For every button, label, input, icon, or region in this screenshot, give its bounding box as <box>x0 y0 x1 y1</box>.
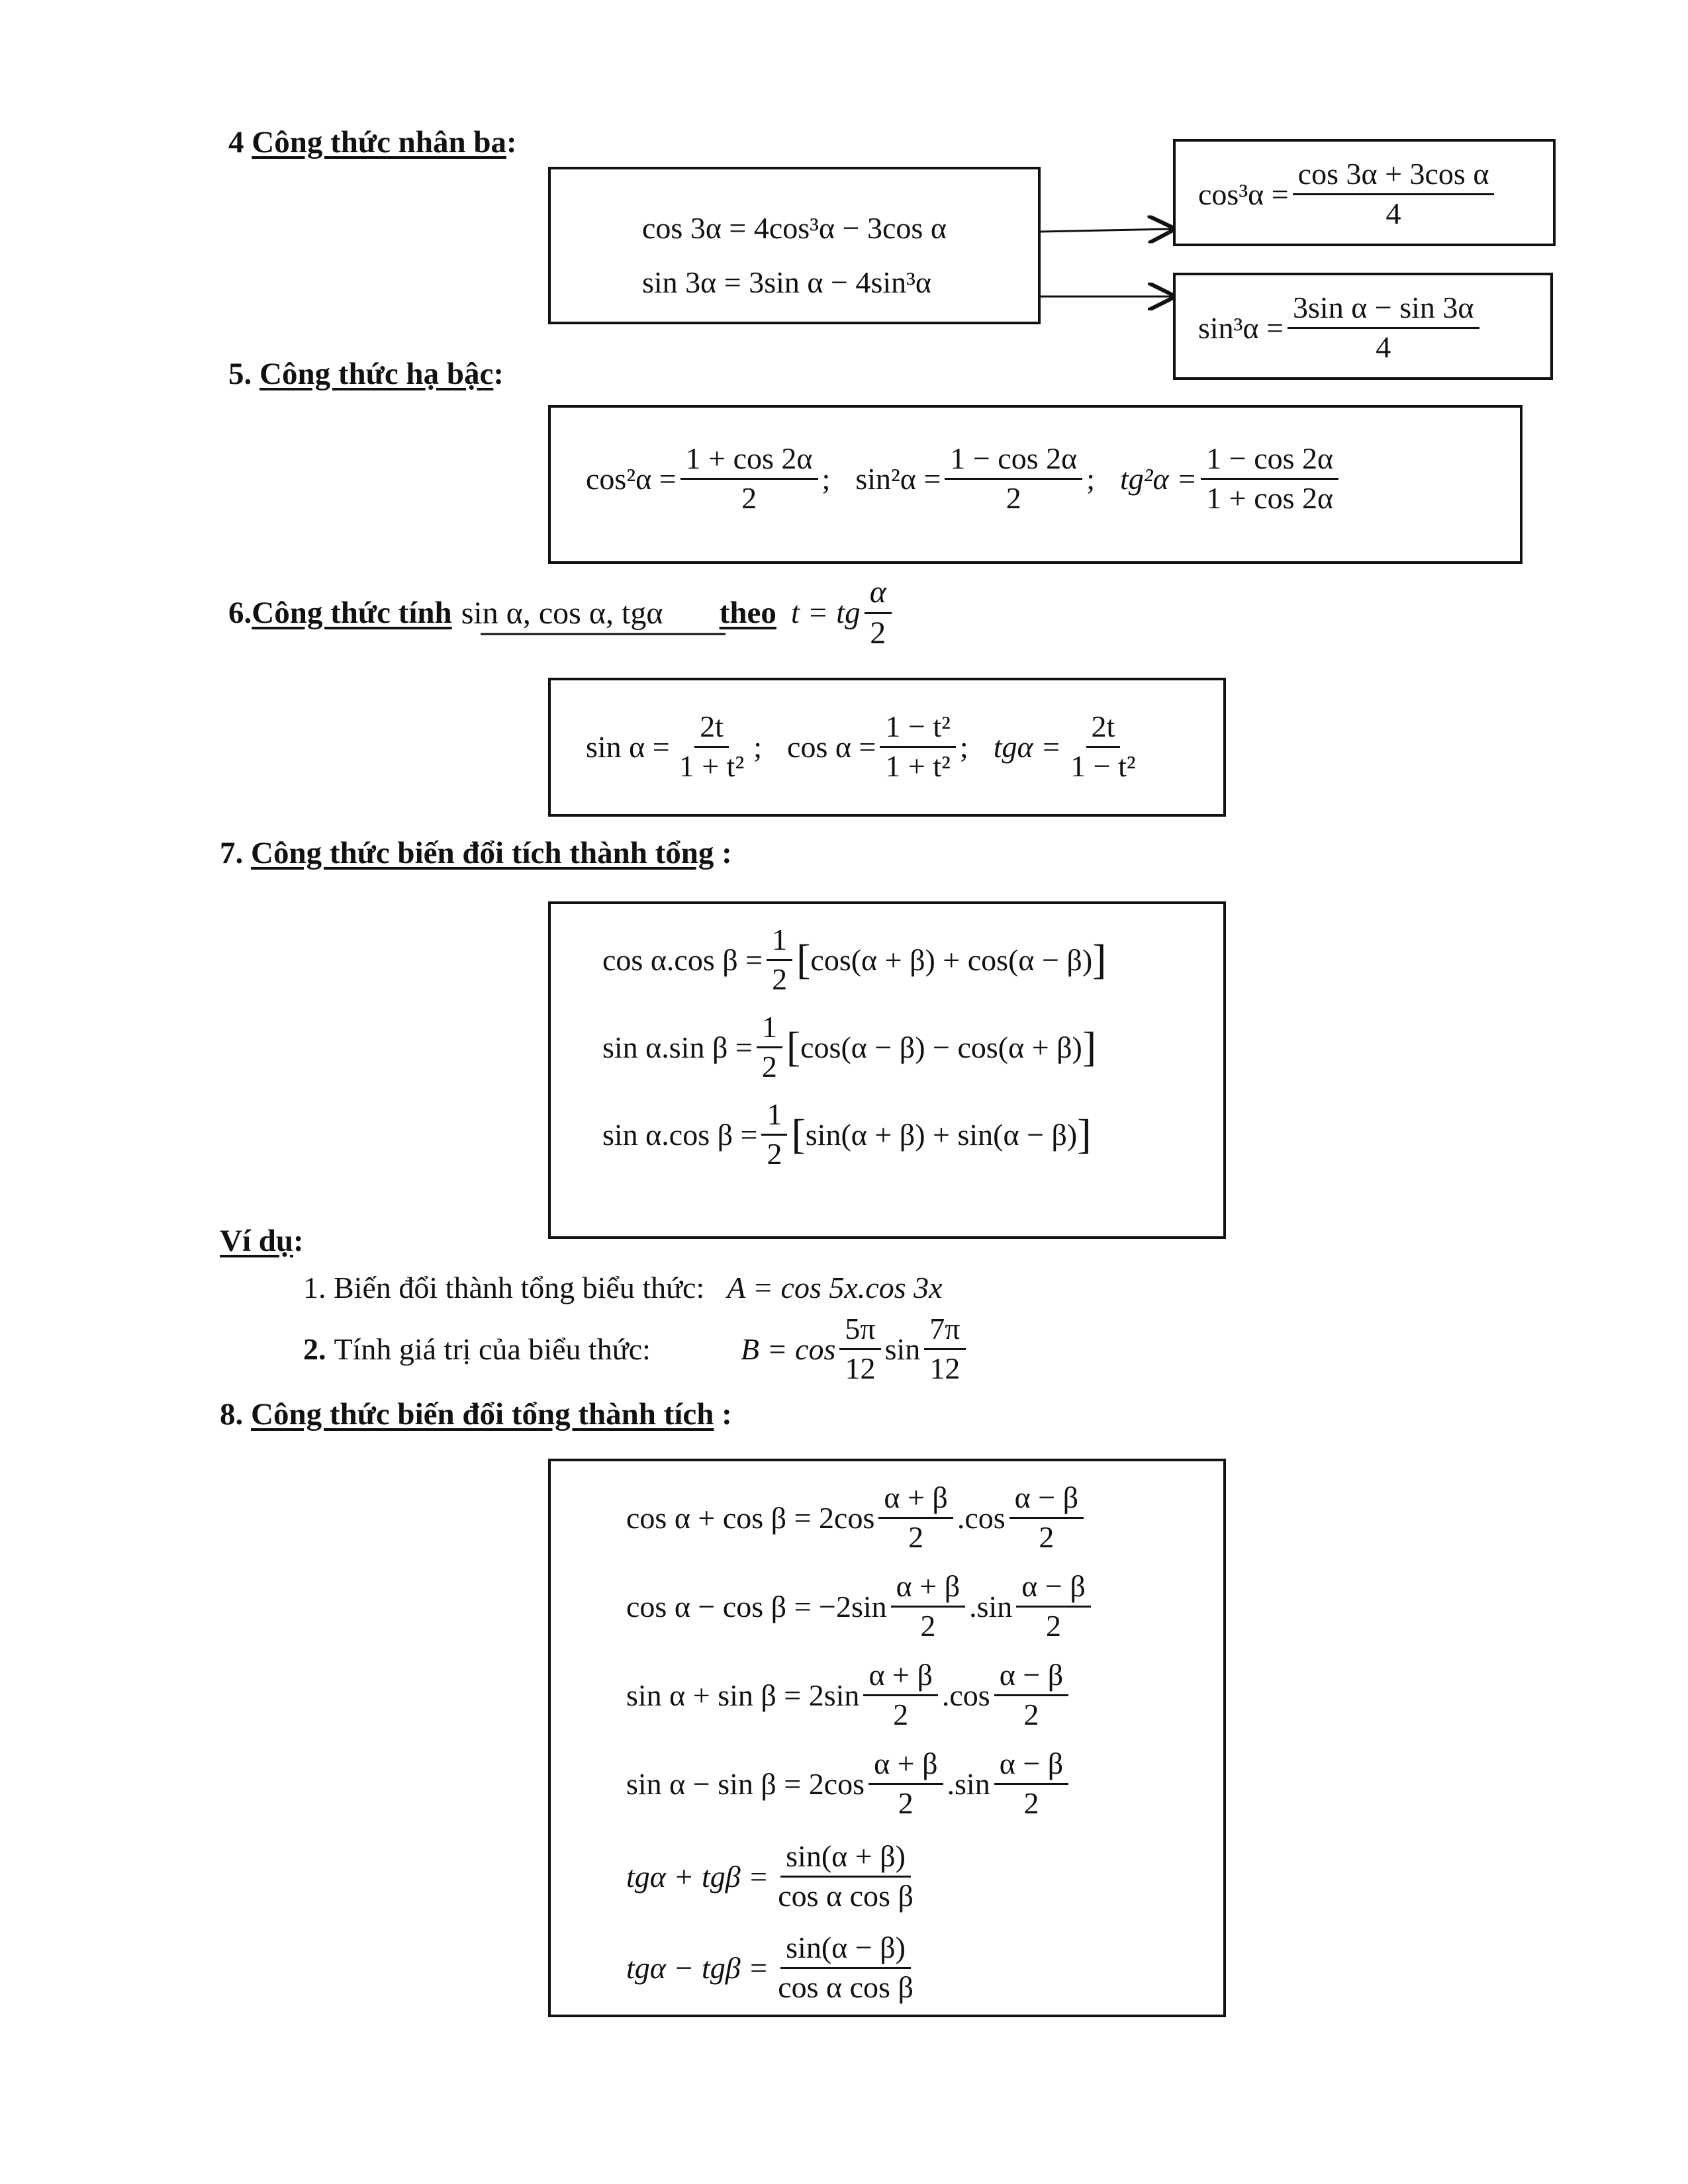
s2p-fraction-2 <box>1009 1482 1084 1553</box>
cos-t-denominator: 1 + t² <box>885 749 951 783</box>
s2p-mid: .sin <box>969 1589 1013 1623</box>
section-4-title: Công thức nhân ba <box>252 125 506 159</box>
arrow-to-cube-cos <box>1041 229 1172 232</box>
section-8-title: Công thức biến đổi tổng thành tích <box>251 1397 714 1432</box>
s2p-fraction-1 <box>868 1748 943 1819</box>
tg-t-numerator: 2t <box>1086 711 1121 747</box>
sum-to-product-row <box>626 1565 1095 1648</box>
product-to-sum-row: cos α.cos β = $\frac{1}{2}$ [ cos(α + β) + cos(α − β) ] <box>602 923 1107 996</box>
example-heading <box>220 1223 304 1259</box>
p2s-half <box>757 1011 782 1083</box>
example-1-label: 1. Biến đổi thành tổng biểu thức: <box>303 1270 705 1304</box>
section-8-heading <box>220 1396 732 1432</box>
example-2-fraction-2 <box>924 1313 965 1385</box>
section-8-number: 8. <box>220 1397 244 1432</box>
example-2-label: Tính giá trị của biểu thức: <box>334 1332 651 1366</box>
sin-t-denominator: 1 + t² <box>679 749 745 783</box>
example-1-expression: A = cos 5x.cos 3x <box>727 1270 943 1304</box>
example-2 <box>303 1309 970 1388</box>
tg-diff-lhs: tgα − tgβ = <box>626 1950 769 1985</box>
s2p-lhs: cos α − cos β = −2sin <box>626 1589 887 1623</box>
p2s-half-numerator: 1 <box>767 924 792 960</box>
s2p-fraction-2-denominator: 2 <box>1039 1520 1055 1554</box>
example-2-fraction-1 <box>839 1313 880 1385</box>
sin-t-lhs: sin α = <box>586 729 670 764</box>
s2p-mid: .cos <box>941 1678 990 1712</box>
s2p-fraction-2-numerator: α − β <box>1016 1570 1090 1607</box>
triple-cos-formula: cos 3α = 4cos³α − 3cos α <box>642 211 947 245</box>
s2p-fraction-1-denominator: 2 <box>908 1520 924 1554</box>
s2p-fraction-2-numerator: α − β <box>994 1659 1068 1696</box>
p2s-half-denominator: 2 <box>772 962 788 996</box>
p2s-half-denominator: 2 <box>761 1049 777 1083</box>
section-6-number: 6. <box>228 596 252 630</box>
p2s-lhs: sin α.sin β = <box>602 1030 753 1064</box>
s2p-fraction-1-denominator: 2 <box>893 1697 909 1731</box>
cube-sin-lhs: sin³α = <box>1198 310 1284 345</box>
sin2-lhs: sin²α = <box>855 461 941 496</box>
section-6-t-denominator: 2 <box>870 615 886 651</box>
cos-t-lhs: cos α = <box>787 729 876 764</box>
tg-sum-formula <box>626 1833 923 1919</box>
tg2-fraction <box>1201 443 1338 514</box>
example-2-mid: sin <box>884 1332 921 1366</box>
section-5-colon: : <box>493 357 504 391</box>
s2p-lhs: cos α + cos β = 2cos <box>626 1500 875 1535</box>
sin2-fraction <box>945 443 1082 514</box>
example-title: Ví dụ <box>220 1224 294 1258</box>
example-1 <box>303 1267 943 1307</box>
p2s-body: cos(α − β) − cos(α + β) <box>800 1030 1082 1064</box>
p2s-body: sin(α + β) + sin(α − β) <box>805 1117 1078 1152</box>
example-2-fraction-1-denominator: 12 <box>845 1351 876 1385</box>
product-to-sum-row: sin α.cos β = $\frac{1}{2}$ [ sin(α + β) + sin(α − β) ] <box>602 1097 1092 1171</box>
s2p-fraction-1 <box>878 1482 953 1553</box>
sin-t-fraction <box>674 711 750 782</box>
cube-cos-denominator: 4 <box>1385 196 1401 230</box>
s2p-fraction-2 <box>994 1659 1068 1731</box>
s2p-fraction-2-numerator: α − β <box>994 1748 1068 1784</box>
section-6-theo: theo <box>719 596 776 630</box>
section-6-expression: sin α, cos α, tgα <box>461 595 663 631</box>
s2p-fraction-2 <box>1016 1570 1090 1642</box>
s2p-fraction-2-numerator: α − β <box>1009 1482 1084 1518</box>
p2s-lhs: cos α.cos β = <box>602 942 763 977</box>
tg-sum-lhs: tgα + tgβ = <box>626 1859 769 1893</box>
s2p-mid: .sin <box>947 1766 990 1801</box>
cos2-numerator: 1 + cos 2α <box>680 443 818 479</box>
s2p-lhs: sin α + sin β = 2sin <box>626 1678 860 1712</box>
p2s-body: cos(α + β) + cos(α − β) <box>810 942 1093 977</box>
section-7-heading <box>220 835 732 871</box>
sum-to-product-row <box>626 1742 1072 1825</box>
s2p-fraction-1-numerator: α + β <box>878 1482 953 1518</box>
sum-to-product-row <box>626 1476 1088 1559</box>
section-4-number: 4 <box>228 125 244 159</box>
tg-t-fraction <box>1065 711 1141 782</box>
p2s-half <box>761 1099 787 1170</box>
cube-sin-numerator: 3sin α − sin 3α <box>1288 292 1479 328</box>
tg2-denominator: 1 + cos 2α <box>1206 480 1334 515</box>
sum-to-product-row <box>626 1653 1072 1737</box>
section-4-colon: : <box>506 125 517 159</box>
section-7-number: 7. <box>220 836 244 870</box>
example-2-fraction-2-numerator: 7π <box>924 1313 965 1349</box>
cos-t-fraction <box>880 711 956 782</box>
tg-sum-numerator: sin(α + β) <box>780 1841 911 1877</box>
example-colon: : <box>293 1224 304 1258</box>
cos-t-numerator: 1 − t² <box>880 711 956 747</box>
s2p-fraction-1-numerator: α + β <box>891 1570 965 1607</box>
tg-diff-numerator: sin(α − β) <box>780 1932 911 1968</box>
section-6-t-fraction <box>865 576 892 650</box>
section-7-title: Công thức biến đổi tích thành tổng <box>251 836 714 870</box>
example-2-lhs: B = cos <box>740 1332 836 1366</box>
s2p-fraction-1 <box>891 1570 965 1642</box>
tg-diff-fraction <box>773 1932 919 2003</box>
sin-t-numerator: 2t <box>694 711 729 747</box>
s2p-fraction-2-denominator: 2 <box>1046 1608 1062 1643</box>
s2p-fraction-1-denominator: 2 <box>898 1786 914 1820</box>
p2s-half-numerator: 1 <box>757 1011 782 1048</box>
tg-sum-denominator: cos α cos β <box>778 1878 914 1913</box>
s2p-fraction-2-denominator: 2 <box>1023 1697 1039 1731</box>
tg-sum-fraction <box>773 1841 919 1912</box>
section-7-colon: : <box>722 836 732 870</box>
tg-t-lhs: tgα = <box>993 729 1062 764</box>
example-2-fraction-2-denominator: 12 <box>929 1351 961 1385</box>
section-5-title: Công thức hạ bậc <box>259 357 494 391</box>
s2p-fraction-2-denominator: 2 <box>1023 1786 1039 1820</box>
section-5-heading <box>228 356 504 392</box>
s2p-fraction-2 <box>994 1748 1068 1819</box>
tg2-lhs: tg²α = <box>1119 461 1197 496</box>
section-5-number: 5. <box>228 357 252 391</box>
section-6-title: Công thức tính <box>252 596 452 630</box>
p2s-half-denominator: 2 <box>767 1136 782 1171</box>
s2p-lhs: sin α − sin β = 2cos <box>626 1766 865 1801</box>
s2p-fraction-1-denominator: 2 <box>920 1608 936 1643</box>
example-2-number: 2. <box>303 1332 326 1366</box>
p2s-lhs: sin α.cos β = <box>602 1117 758 1152</box>
cube-cos-lhs: cos³α = <box>1198 177 1289 211</box>
cube-sin-denominator: 4 <box>1376 330 1391 364</box>
tg-diff-formula <box>626 1925 923 2011</box>
p2s-half <box>767 924 792 995</box>
example-2-fraction-1-numerator: 5π <box>839 1313 880 1349</box>
section-8-colon: : <box>722 1397 732 1432</box>
cos2-fraction <box>680 443 818 514</box>
half-angle-formulas: sin α = $\frac{2t}{\text{1 + t²}}$ ; cos α = $\frac{\text{1 − t²}}{\text{1 + t²}}$ ; tgα = $\frac{2t}{\text{1 − t²}}$ <box>586 700 1145 793</box>
section-6-t-numerator: α <box>865 576 892 614</box>
product-to-sum-row: sin α.sin β = $\frac{1}{2}$ [ cos(α − β) − cos(α + β) ] <box>602 1010 1097 1083</box>
power-reduction-formulas: cos²α = $\frac{1 + \cos 2\alpha}{2}$ ; sin²α = $\frac{1 - \cos 2\alpha}{2}$ ; tg²α = $\frac{1 - \cos 2\alpha}{1 + \cos 2\alpha}$ <box>586 435 1342 522</box>
s2p-fraction-1 <box>863 1659 937 1731</box>
sin2-denominator: 2 <box>1006 480 1021 515</box>
section-6-t-lhs: t = tg <box>790 596 861 630</box>
section-6-heading <box>228 573 896 653</box>
triple-sin-formula: sin 3α = 3sin α − 4sin³α <box>642 265 932 299</box>
s2p-mid: .cos <box>957 1500 1006 1535</box>
tg-t-denominator: 1 − t² <box>1070 749 1136 783</box>
sin2-numerator: 1 − cos 2α <box>945 443 1082 479</box>
tg-diff-denominator: cos α cos β <box>778 1970 914 2004</box>
cube-cos-numerator: cos 3α + 3cos α <box>1293 158 1495 195</box>
s2p-fraction-1-numerator: α + β <box>863 1659 937 1696</box>
cos2-lhs: cos²α = <box>586 461 677 496</box>
tg2-numerator: 1 − cos 2α <box>1201 443 1338 479</box>
s2p-fraction-1-numerator: α + β <box>868 1748 943 1784</box>
p2s-half-numerator: 1 <box>761 1099 787 1135</box>
cos2-denominator: 2 <box>741 480 757 515</box>
